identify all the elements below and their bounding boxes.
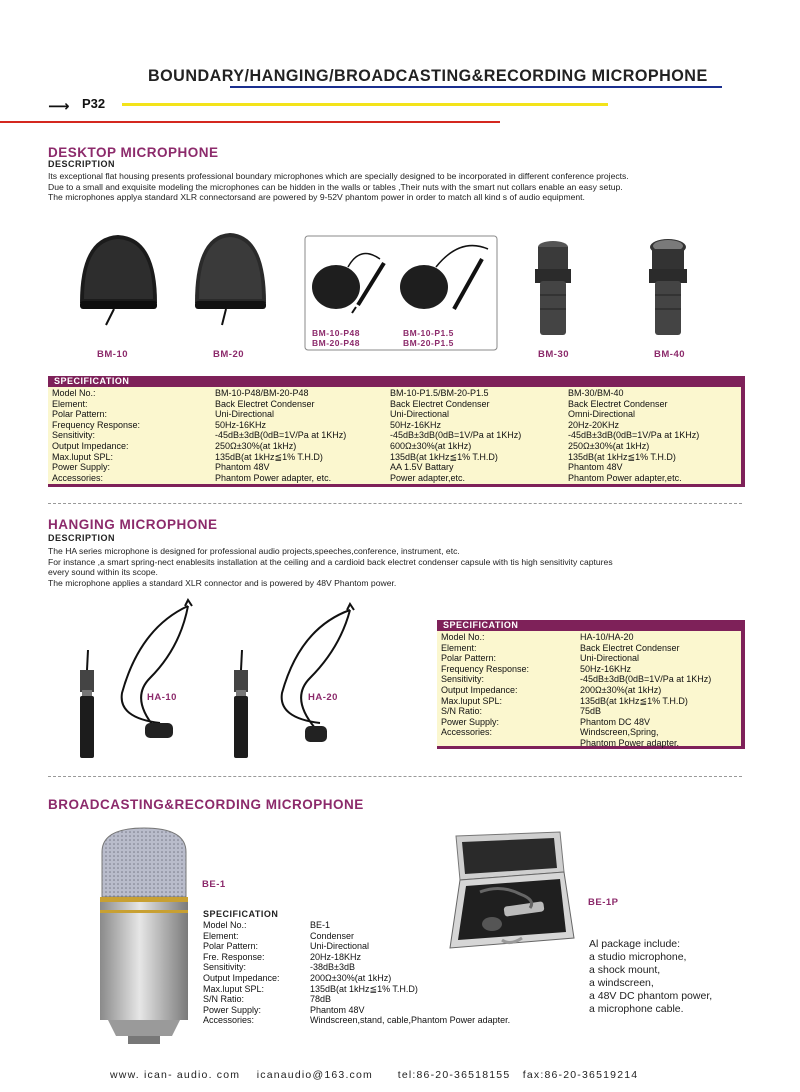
spec-label: Accessories: bbox=[52, 472, 104, 483]
spec-column-p15 bbox=[390, 388, 521, 483]
model-label-bm10: BM-10 bbox=[97, 349, 129, 360]
spec-value: 78dB bbox=[310, 994, 332, 1005]
spec-value: BE-1 bbox=[310, 920, 331, 930]
header-yellow-rule bbox=[122, 103, 608, 106]
spec-values bbox=[580, 632, 711, 749]
spec-value: Uni-Directional bbox=[310, 941, 370, 952]
be1p-case-image bbox=[440, 828, 580, 956]
spec-value: Condenser bbox=[310, 930, 355, 941]
spec-label: Output Impedance: bbox=[441, 684, 518, 695]
ha10-image bbox=[80, 600, 192, 758]
desc-line: Due to a small and exquisite modeling the microphones can be hidden in the walls or tables ,Their nuts with the smart nut collars enable an easy setup. bbox=[48, 181, 623, 192]
spec-value: Windscreen,stand, cable,Phantom Power adapter. bbox=[310, 1015, 511, 1026]
spec-value: Back Electret Condenser bbox=[568, 398, 668, 409]
desc-line: The HA series microphone is designed for professional audio projects,speeches,conference, instrument, etc. bbox=[48, 546, 460, 556]
spec-label: Max.luput SPL: bbox=[52, 451, 114, 462]
spec-value: Phantom Power adapter. bbox=[580, 737, 680, 748]
footer-contact: www. ican- audio. com icanaudio@163.com tel:86-20-36518155 fax:86-20-36519214 bbox=[110, 1069, 639, 1081]
spec-label: S/N Ratio: bbox=[441, 706, 483, 717]
spec-value: 75dB bbox=[580, 706, 602, 717]
spec-label: Frequency Response: bbox=[52, 419, 141, 430]
model-label-p15-group bbox=[403, 328, 454, 348]
package-line: Al package include: bbox=[589, 938, 681, 950]
spec-value: 200Ω±30%(at 1kHz) bbox=[310, 972, 392, 983]
spec-value: AA 1.5V Battary bbox=[390, 462, 454, 473]
spec-label: Model No.: bbox=[441, 632, 485, 642]
spec-value: 20Hz-18KHz bbox=[310, 951, 362, 962]
spec-value: Uni-Directional bbox=[215, 409, 275, 420]
model-label: BM-20-P1.5 bbox=[403, 338, 454, 348]
spec-label: Element: bbox=[203, 930, 239, 941]
hanging-section-title: HANGING MICROPHONE bbox=[48, 517, 218, 532]
spec-label: Model No.: bbox=[203, 920, 247, 930]
spec-label: Accessories: bbox=[203, 1015, 255, 1026]
spec-value: -45dB±3dB(0dB=1V/Pa at 1KHz) bbox=[580, 674, 712, 685]
bm-p15-image bbox=[400, 246, 488, 309]
spec-value: 600Ω±30%(at 1kHz) bbox=[390, 440, 472, 451]
spec-value: BM-10-P48/BM-20-P48 bbox=[215, 388, 309, 398]
package-line: a microphone cable. bbox=[589, 1003, 684, 1015]
page-number: P32 bbox=[82, 96, 106, 111]
title-underline bbox=[230, 86, 722, 88]
spec-value: Phantom 48V bbox=[568, 462, 623, 473]
spec-value: 250Ω±30%(at 1kHz) bbox=[215, 440, 297, 451]
bm20-image bbox=[195, 233, 266, 325]
spec-label: Sensitivity: bbox=[441, 674, 485, 685]
spec-value: 135dB(at 1kHz≦1% T.H.D) bbox=[215, 451, 323, 462]
bm40-image bbox=[649, 239, 687, 335]
desc-line: The microphone applies a standard XLR connector and is powered by 48V Phantom power. bbox=[48, 577, 397, 588]
desktop-product-images bbox=[0, 225, 800, 355]
desc-line: The microphones applya standard XLR connectorsand are powered by 9-52V phantom power in order to match all kind s of audio equipment. bbox=[48, 192, 585, 203]
spec-value: 135dB(at 1kHz≦1% T.H.D) bbox=[390, 451, 498, 462]
package-line: a windscreen, bbox=[589, 977, 654, 989]
spec-value: Uni-Directional bbox=[580, 653, 640, 664]
spec-value: 135dB(at 1kHz≦1% T.H.D) bbox=[310, 983, 418, 994]
package-line: a studio microphone, bbox=[589, 951, 687, 963]
spec-value: -45dB±3dB(0dB=1V/Pa at 1KHz) bbox=[390, 430, 522, 441]
desc-line: every sound within its scope. bbox=[48, 567, 158, 578]
desktop-spec-table bbox=[48, 376, 745, 487]
spec-label: Accessories: bbox=[441, 727, 493, 738]
model-label-be1p: BE-1P bbox=[588, 897, 619, 908]
spec-label: Power Supply: bbox=[52, 462, 111, 473]
bm30-image bbox=[535, 241, 571, 335]
spec-label: Max.luput SPL: bbox=[203, 983, 265, 994]
package-line: a shock mount, bbox=[589, 964, 661, 976]
spec-label: Fre. Response: bbox=[203, 951, 265, 962]
spec-column-bm30-40 bbox=[568, 388, 699, 483]
spec-label: Element: bbox=[441, 642, 477, 653]
bm-p48-image bbox=[312, 254, 384, 313]
spec-value: 50Hz-16KHz bbox=[215, 419, 267, 430]
section-divider bbox=[48, 776, 742, 777]
broadcast-section-title: BROADCASTING&RECORDING MICROPHONE bbox=[48, 797, 364, 812]
package-line: a 48V DC phantom power, bbox=[589, 990, 713, 1002]
model-label-p48-group bbox=[312, 328, 360, 348]
spec-value: 200Ω±30%(at 1kHz) bbox=[580, 684, 662, 695]
model-label: BM-10-P1.5 bbox=[403, 328, 454, 338]
spec-label: Sensitivity: bbox=[203, 962, 247, 973]
arrow-right-icon: ⟶ bbox=[48, 98, 70, 115]
hanging-product-images bbox=[60, 598, 400, 768]
model-label-bm30: BM-30 bbox=[538, 349, 570, 360]
model-label-be1: BE-1 bbox=[202, 879, 226, 890]
spec-value: HA-10/HA-20 bbox=[580, 632, 634, 642]
spec-label: Max.luput SPL: bbox=[441, 695, 503, 706]
spec-value: Windscreen,Spring, bbox=[580, 727, 659, 738]
desktop-description bbox=[48, 171, 629, 203]
spec-label: Frequency Response: bbox=[441, 663, 530, 674]
spec-value: Back Electret Condenser bbox=[215, 398, 315, 409]
spec-label: Power Supply: bbox=[441, 716, 500, 727]
spec-value: 135dB(at 1kHz≦1% T.H.D) bbox=[580, 695, 688, 706]
spec-header: SPECIFICATION bbox=[437, 620, 741, 631]
spec-value: Phantom 48V bbox=[310, 1004, 365, 1015]
spec-labels bbox=[441, 632, 529, 738]
spec-value: 250Ω±30%(at 1kHz) bbox=[568, 440, 650, 451]
spec-value: -38dB±3dB bbox=[310, 962, 355, 973]
package-contents bbox=[589, 938, 712, 1016]
spec-label: Output Impedance: bbox=[203, 972, 280, 983]
be1-spec-labels bbox=[203, 920, 280, 1026]
desktop-description-label: DESCRIPTION bbox=[48, 159, 116, 169]
spec-value: Phantom Power adapter, etc. bbox=[215, 472, 332, 483]
spec-value: 50Hz-16KHz bbox=[390, 419, 442, 430]
spec-label: Polar Pattern: bbox=[203, 941, 259, 952]
spec-column-p48 bbox=[215, 388, 346, 483]
spec-value: 50Hz-16KHz bbox=[580, 663, 632, 674]
spec-value: Omni-Directional bbox=[568, 409, 636, 420]
be1-spec-header: SPECIFICATION bbox=[203, 909, 279, 919]
be1-image bbox=[88, 822, 200, 1047]
spec-label: Element: bbox=[52, 398, 88, 409]
spec-label: Sensitivity: bbox=[52, 430, 96, 441]
spec-label: Polar Pattern: bbox=[441, 653, 497, 664]
desktop-section-title: DESKTOP MICROPHONE bbox=[48, 145, 219, 160]
spec-label: Polar Pattern: bbox=[52, 409, 108, 420]
spec-labels bbox=[52, 388, 140, 483]
desc-line: Its exceptional flat housing presents professional boundary microphones which are specially designed to be incorporated in different conference projects. bbox=[48, 171, 629, 181]
spec-header: SPECIFICATION bbox=[48, 376, 741, 387]
model-label-ha10: HA-10 bbox=[147, 692, 177, 703]
spec-value: BM-30/BM-40 bbox=[568, 388, 624, 398]
desc-line: For instance ,a smart spring-nect enablesits installation at the ceiling and a cardioid back electret condenser capsule with tis high sensitivity captures bbox=[48, 556, 613, 567]
spec-label: S/N Ratio: bbox=[203, 994, 245, 1005]
spec-value: Back Electret Condenser bbox=[580, 642, 680, 653]
ha20-image bbox=[234, 604, 354, 758]
spec-label: Output Impedance: bbox=[52, 440, 129, 451]
spec-value: Phantom 48V bbox=[215, 462, 270, 473]
spec-value: Power adapter,etc. bbox=[390, 472, 466, 483]
hanging-description-label: DESCRIPTION bbox=[48, 533, 116, 543]
model-label-ha20: HA-20 bbox=[308, 692, 338, 703]
hanging-spec-table bbox=[437, 620, 745, 749]
hanging-description bbox=[48, 546, 613, 588]
spec-value: -45dB±3dB(0dB=1V/Pa at 1KHz) bbox=[568, 430, 700, 441]
spec-value: -45dB±3dB(0dB=1V/Pa at 1KHz) bbox=[215, 430, 347, 441]
model-label-bm20: BM-20 bbox=[213, 349, 245, 360]
model-label: BM-10-P48 bbox=[312, 328, 360, 338]
bm10-image bbox=[80, 235, 157, 325]
spec-value: BM-10-P1.5/BM-20-P1.5 bbox=[390, 388, 489, 398]
spec-value: Uni-Directional bbox=[390, 409, 450, 420]
page-title: BOUNDARY/HANGING/BROADCASTING&RECORDING MICROPHONE bbox=[148, 66, 708, 85]
spec-value: Phantom Power adapter,etc. bbox=[568, 472, 682, 483]
spec-value: Back Electret Condenser bbox=[390, 398, 490, 409]
header-red-rule bbox=[0, 121, 500, 123]
spec-value: Phantom DC 48V bbox=[580, 716, 651, 727]
section-divider bbox=[48, 503, 742, 504]
spec-value: 135dB(at 1kHz≦1% T.H.D) bbox=[568, 451, 676, 462]
spec-value: 20Hz-20KHz bbox=[568, 419, 620, 430]
model-label-bm40: BM-40 bbox=[654, 349, 686, 360]
spec-label: Power Supply: bbox=[203, 1004, 262, 1015]
model-label: BM-20-P48 bbox=[312, 338, 360, 348]
spec-label: Model No.: bbox=[52, 388, 96, 398]
